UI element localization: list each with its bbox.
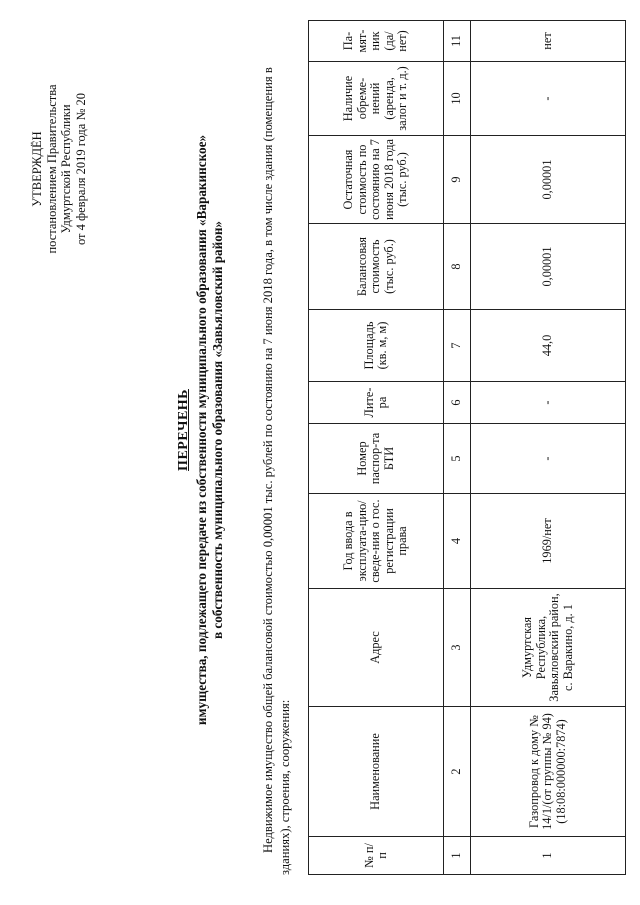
column-number: 5 (444, 424, 471, 494)
row-address: Удмуртская Республика, Завьяловский район, с. Варакино, д. 1 (471, 589, 626, 707)
approval-line-4: от 4 февраля 2019 года № 20 (73, 92, 88, 246)
header-cell: Остаточная стоимость по состоянию на 7 июня 2018 года (тыс. руб.) (309, 136, 444, 224)
column-number: 1 (444, 837, 471, 875)
column-number-row (444, 21, 471, 875)
table-row (471, 21, 626, 875)
column-number: 11 (444, 21, 471, 62)
column-number: 6 (444, 382, 471, 424)
row-residual: 0,00001 (471, 136, 626, 224)
row-monument: нет (471, 21, 626, 62)
approval-line-3: Удмуртской Республики (59, 104, 73, 234)
title-line-2: в собственность муниципального образования «Завьяловский район» (210, 220, 225, 640)
row-encumbrance: - (471, 62, 626, 136)
header-cell: № п/п (309, 837, 444, 875)
header-cell: Адрес (309, 589, 444, 707)
title-line-1: имущества, подлежащего передаче из собственности муниципального образования «Варакинское» (194, 134, 209, 726)
header-cell: Наименование (309, 707, 444, 837)
intro-paragraph: Недвижимое имущество общей балансовой стоимостью 0,00001 тыс. рублей по состоянию на 7 июня 2018 года, в том числе здания (помещения в зданиях), строения, сооружения: (261, 67, 292, 875)
approval-stamp (30, 69, 88, 269)
header-row (309, 21, 444, 875)
column-number: 8 (444, 224, 471, 310)
header-cell: Площадь (кв. м, м) (309, 310, 444, 382)
header-cell: Номер паспор-та БТИ (309, 424, 444, 494)
approval-line-2: постановлением Правительства (44, 84, 59, 254)
approval-line-1: УТВЕРЖДЁН (30, 131, 44, 207)
row-bti: - (471, 424, 626, 494)
header-cell: Год ввода в эксплуата-цию/сведе-ния о гос. регистрации права (309, 494, 444, 589)
row-year: 1969/нет (471, 494, 626, 589)
row-area: 44,0 (471, 310, 626, 382)
column-number: 2 (444, 707, 471, 837)
header-cell: Лите-ра (309, 382, 444, 424)
row-balance: 0,00001 (471, 224, 626, 310)
column-number: 9 (444, 136, 471, 224)
row-name: Газопровод к дому № 14/1/(от группы № 94) (18:08:000000:7874) (471, 707, 626, 837)
header-cell: Наличие обреме-нений (аренда, залог и т. д.) (309, 62, 444, 136)
column-number: 7 (444, 310, 471, 382)
column-number: 3 (444, 589, 471, 707)
title-heading: ПЕРЕЧЕНЬ (176, 389, 191, 471)
column-number: 10 (444, 62, 471, 136)
row-litera: - (471, 382, 626, 424)
header-cell: Балансовая стоимость (тыс. руб.) (309, 224, 444, 310)
property-table (308, 20, 626, 875)
document-title (176, 15, 226, 845)
row-number: 1 (471, 837, 626, 875)
column-number: 4 (444, 494, 471, 589)
header-cell: Па-мят-ник (да/ нет) (309, 21, 444, 62)
